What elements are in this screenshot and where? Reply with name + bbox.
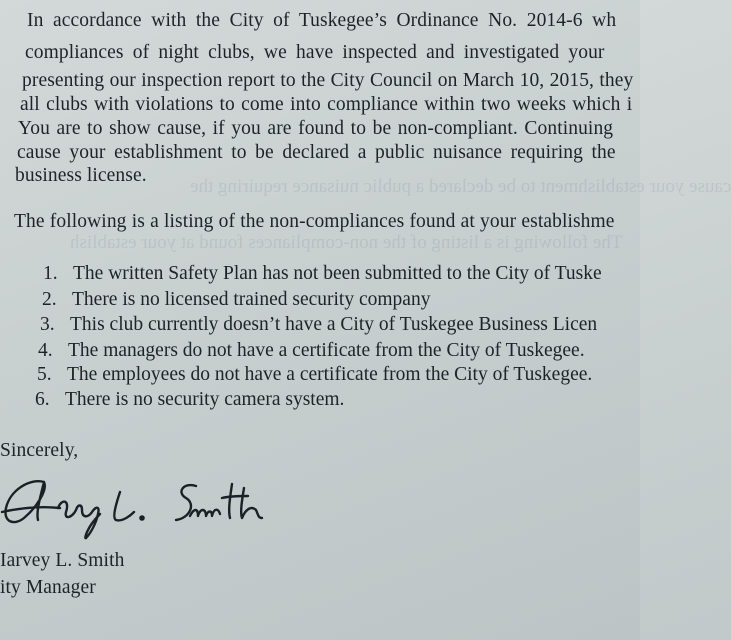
paragraph-line: presenting our inspection report to the City Council on March 10, 2015, they <box>22 70 634 91</box>
list-item <box>43 264 602 284</box>
bleed-through-text: cause your establishment to be declared a public nuisance requiring the <box>190 176 731 197</box>
paragraph-line: You are to show cause, if you are found to be non-compliant. Continuing <box>18 118 614 139</box>
list-text: There is no security camera system. <box>65 389 345 410</box>
list-number: 6. <box>35 389 50 410</box>
list-item <box>38 341 585 361</box>
paragraph-line: business license. <box>15 165 147 186</box>
list-text: The managers do not have a certificate from the City of Tuskegee. <box>68 340 585 361</box>
paragraph-line: In accordance with the City of Tuskegee’s Ordinance No. 2014-6 wh <box>27 10 617 31</box>
list-item <box>42 290 430 310</box>
list-number: 4. <box>38 340 53 361</box>
paragraph-line: cause your establishment to be declared a public nuisance requiring the <box>17 142 616 163</box>
list-number: 2. <box>42 289 57 310</box>
list-item <box>40 315 597 335</box>
list-item <box>35 390 344 410</box>
closing-salutation: Sincerely, <box>0 440 79 461</box>
bleed-through-text: The following is a listing of the non-compliances found at your establish <box>70 232 623 253</box>
list-item <box>37 365 592 385</box>
list-number: 3. <box>40 314 55 335</box>
list-number: 5. <box>37 364 52 385</box>
paragraph-line: all clubs with violations to come into compliance within two weeks which i <box>20 94 633 115</box>
list-number: 1. <box>43 263 58 284</box>
signer-title: ity Manager <box>0 577 96 598</box>
list-text: There is no licensed trained security company <box>72 289 431 310</box>
paragraph-line: compliances of night clubs, we have inspected and investigated your <box>25 42 605 63</box>
list-text: The employees do not have a certificate from the City of Tuskegee. <box>67 364 593 385</box>
handwritten-signature <box>0 468 280 548</box>
list-text: This club currently doesn’t have a City of Tuskegee Business Licen <box>70 314 598 335</box>
listing-intro: The following is a listing of the non-compliances found at your establishme <box>14 211 615 232</box>
list-text: The written Safety Plan has not been submitted to the City of Tuske <box>73 263 602 284</box>
signer-name: Iarvey L. Smith <box>0 550 125 571</box>
